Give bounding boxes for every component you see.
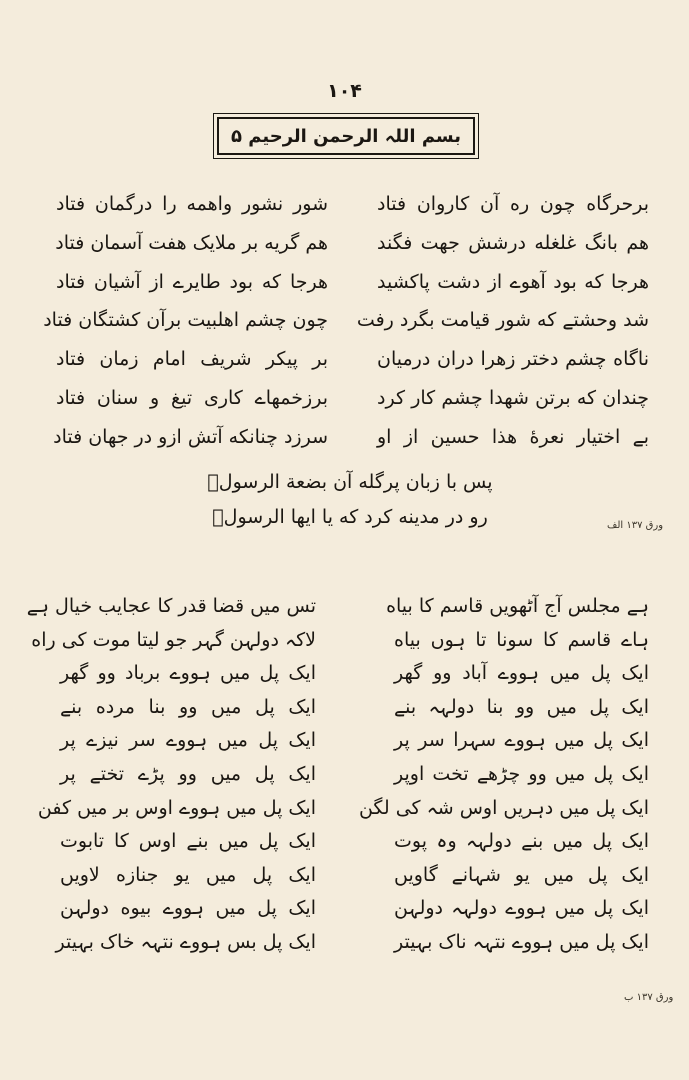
title-text: بسم اللہ الرحمن الرحیم ۵ [231,125,462,147]
verse-line: ایک پل میں ہووے اوس بر میں کفن [37,796,316,819]
verse-line: ایک پل میں بنے دولہہ وہ پوت [394,830,649,853]
verse-line: برحرگاه چون ره آن کاروان فتاد [377,193,649,215]
verse-line: ایک پل میں وو چڑھے تخت اوپر [394,762,649,785]
page-number: ۱۰۴ [327,80,362,102]
verse-line: ایک پل میں وو پڑے تختے پر [60,762,316,785]
verse-line: لاکہ دولہن گہر جو لیتا موت کی راه [31,628,316,651]
verse-line: ایک پل میں ہووے نتہہ ناک بہیتر [394,930,649,953]
verse-line: ہاے قاسم کا سونا تا ہوں بیاه [394,628,649,651]
verse-line: تس میں قضا قدر کا عجایب خیال ہے [26,595,316,617]
verse-line: هرجا که بود آهوے از دشت پاکشید [377,270,649,293]
verse-line: ایک پل میں ہووے دولہہ دولہن [394,897,649,920]
verse-line: ایک پل میں وو بنا مرده بنے [60,695,316,718]
verse-line: ہے مجلس آج آٹھویں قاسم کا بیاه [386,595,649,617]
verse-line: هم بانگ غلغله درشش جهت فگند [377,231,649,254]
verse-line: چندان که برتن شهدا چشم کار کرد [377,386,649,409]
verse-line: ایک پل میں بنے اوس کا تابوت [60,830,316,853]
verse-line: ایک پل میں یو جنازه لاویں [60,863,316,886]
closing-verse-line: پس با زبان پرگله آن بضعة الرسولؐ [207,471,493,493]
urdu-verses-left-column [26,590,316,960]
closing-verse-line: رو در مدینه کرد که یا ایها الرسولؐ [212,506,488,528]
verse-line: سرزد چنانکه آتش ازو در جهان فتاد [53,425,328,448]
verse-line: بے اختیار نعرهٔ هذا حسین از او [377,425,649,448]
verse-line: بر پیکر شریف امام زمان فتاد [56,348,328,371]
verse-line: برزخمهاے کاری تیغ و سنان فتاد [56,386,328,409]
verse-line: ایک پل میں یو شہانے گاویں [394,863,649,886]
verse-line: شد وحشتے که شور قیامت بگرد رفت [356,309,649,332]
verse-line: هرجا که بود طایرے از آشیان فتاد [56,270,328,293]
verse-line: ایک پل بس ہووے نتہہ خاک بہیتر [55,930,316,953]
verse-line: ایک پل میں ہووے سر نیزے پر [60,729,316,752]
bismillah-title [217,117,475,155]
verse-line: ایک پل میں ہووے سہرا سر پر [394,729,649,752]
verse-line: ایک پل میں وو بنا دولہہ بنے [394,695,649,718]
verse-line: چون چشم اهلبیت برآن کشتگان فتاد [43,309,328,332]
folio-margin-note: ورق ۱۳۷ ب [624,992,674,1003]
verse-line: ایک پل میں ہووے آباد وو گھر [394,662,649,685]
verse-line: هم گریه بر ملایک هفت آسمان فتاد [55,231,328,254]
folio-margin-note: ورق ۱۳۷ الف [607,520,664,531]
verse-line: ناگاه چشم دختر زهرا دران درمیان [377,348,649,371]
urdu-verses-right-column [358,590,649,960]
verse-line: ایک پل میں دہریں اوس شہ کی لگن [358,796,649,819]
verse-line: ایک پل میں ہووے بیوه دولہن [60,897,316,920]
persian-verses-left-column [43,185,328,457]
persian-verses-right-column [356,185,649,457]
verse-line: شور نشور واهمه را درگمان فتاد [56,193,328,215]
verse-line: ایک پل میں ہووے برباد وو گھر [60,662,316,685]
